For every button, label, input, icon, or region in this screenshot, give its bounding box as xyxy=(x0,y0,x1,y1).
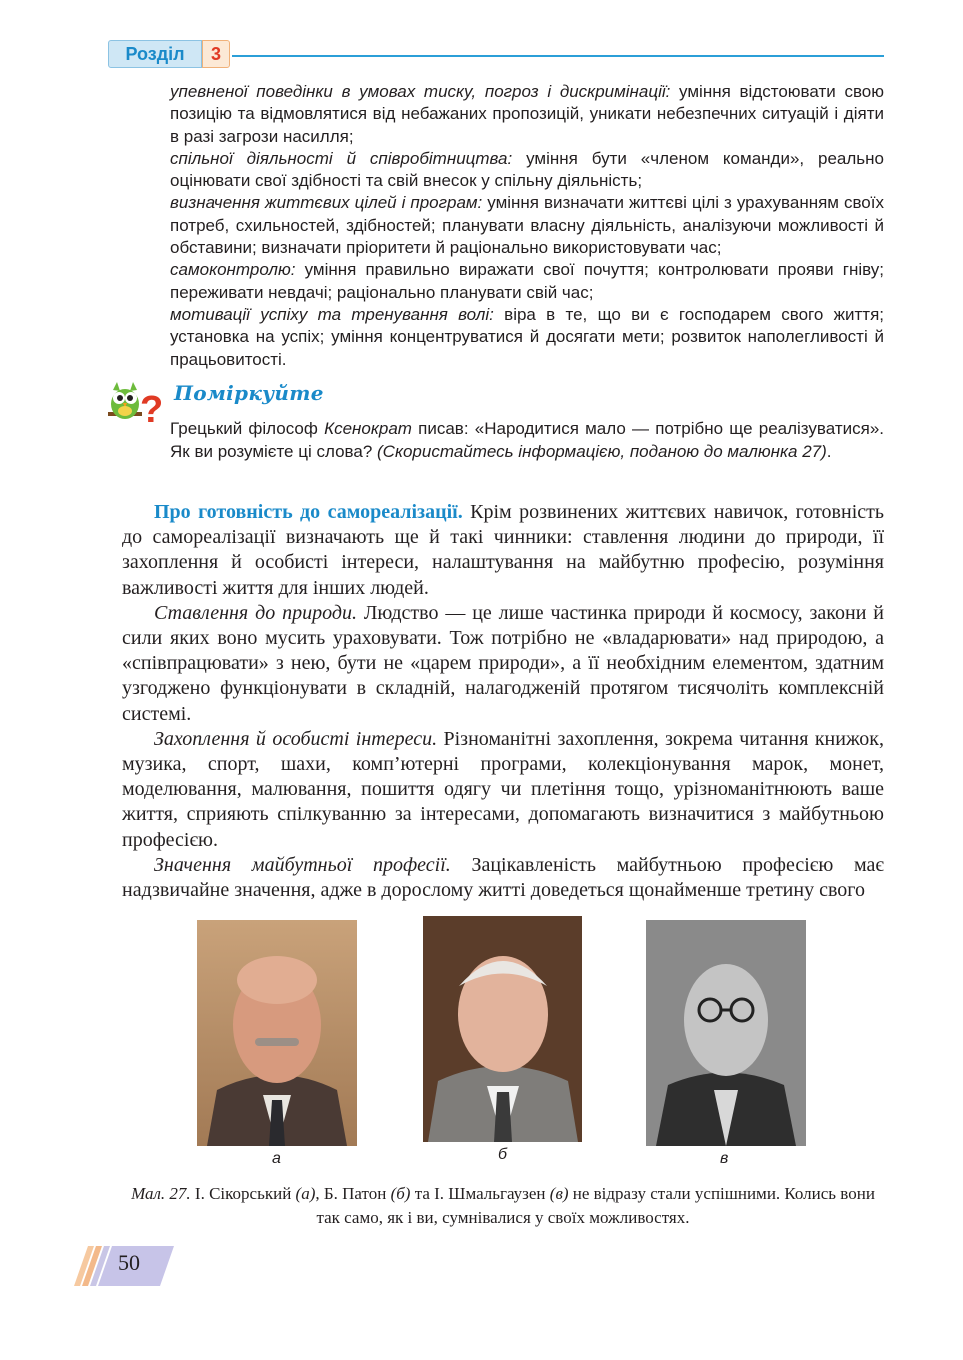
photo-label-b: б xyxy=(498,1146,507,1163)
paragraph-term: Значення майбутньої професії. xyxy=(154,853,451,876)
header-rule xyxy=(232,55,884,57)
list-item-term: спільної діяльності й співробітництва: xyxy=(170,148,513,168)
caption-text: не відразу стали успішними. Колись вони так само, як і ви, сумнівалися у своїх можливостях. xyxy=(316,1184,875,1227)
list-item-term: самоконтролю: xyxy=(170,260,296,280)
philosopher-name: Ксенократ xyxy=(324,419,412,438)
list-item xyxy=(170,81,884,148)
list-item-term: визначення життєвих цілей і програм: xyxy=(170,193,483,213)
figure-caption xyxy=(122,1182,884,1230)
think-text-part: писав: «Народитися мало — потрібно ще реалізуватися». Як ви розумієте ці слова? xyxy=(170,419,884,461)
portrait-photo-b xyxy=(423,916,582,1142)
list-item xyxy=(170,148,884,193)
photo-label-c: в xyxy=(720,1150,729,1167)
caption-text: , Б. Патон xyxy=(315,1184,391,1203)
caption-figure-number: Мал. 27. xyxy=(131,1184,191,1203)
caption-letter: (а) xyxy=(295,1184,316,1203)
think-box-title: Поміркуйте xyxy=(174,381,324,405)
paragraph-text: Людство — це лише частинка природи й космосу, закони й сили яких воно мусить ураховувати. Тож потрібно не «владарювати» над природою, а «співпрацювати» з нею, бути не «царем природи», а її необхідним елементом, здатним узгоджено функціонувати в складній, налагодженій протягом тисячоліть комплексній системі. xyxy=(122,601,884,725)
chapter-number: 3 xyxy=(202,40,230,68)
paragraph-text: Зацікавленість майбутньою професією має надзвичайне значення, адже в дорослому житті доведеться щонайменше третину свого xyxy=(122,853,884,902)
paragraph xyxy=(122,853,884,903)
caption-letter: (в) xyxy=(549,1184,569,1203)
list-item-term: упевненої поведінки в умовах тиску, погроз і дискримінації: xyxy=(170,82,671,101)
chapter-label: Розділ xyxy=(108,40,202,68)
owl-question-icon xyxy=(108,380,164,426)
body-text xyxy=(122,500,884,903)
list-item xyxy=(170,259,884,304)
list-item-text: уміння визначати життєві цілі з урахуванням своїх потреб, схильностей, здібностей; планувати власну діяльність, аналізуючи можливості й обставини; визначати пріоритети й раціонально використовувати час; xyxy=(170,193,884,258)
skills-list xyxy=(170,81,884,371)
paragraph xyxy=(122,727,884,853)
list-item-text: уміння бути «членом команди», реально оцінювати свої здібності та свій внесок у спільну діяльність; xyxy=(170,148,885,191)
photo-label-a: а xyxy=(272,1150,281,1167)
caption-text: та І. Шмальгаузен xyxy=(410,1184,550,1203)
list-item-term: мотивації успіху та тренування волі: xyxy=(170,304,494,324)
paragraph-term: Ставлення до природи. xyxy=(154,601,357,624)
list-item-text: уміння відстоювати свою позицію та відмовлятися від небажаних пропозицій, уникати небезпечних ситуацій і діяти в разі загрози насилля; xyxy=(170,82,884,146)
chapter-tab xyxy=(108,40,230,68)
portrait-photo-c xyxy=(646,920,806,1146)
think-box-text xyxy=(170,418,884,463)
list-item-text: уміння правильно виражати свої почуття; контролювати прояви гніву; переживати невдачі; раціонально планувати свій час; xyxy=(170,260,884,302)
portrait-photo-a xyxy=(197,920,357,1146)
think-hint: (Скористайтесь інформацією, поданою до малюнка 27) xyxy=(377,441,827,461)
paragraph xyxy=(122,500,884,601)
list-item xyxy=(170,304,884,371)
paragraph-text: Різноманітні захоплення, зокрема читання книжок, музика, спорт, шахи, комп’ютерні програми, колекціонування марок, монет, моделювання, малювання, пошиття одягу чи плетіння тощо, урізноманітнюють ваше життя, сприяють спілкуванню за інтересами, допомагають визначитися з майбутньою професією. xyxy=(122,727,885,851)
paragraph xyxy=(122,601,884,727)
page-number: 50 xyxy=(118,1250,140,1275)
think-text-part: Грецький філософ xyxy=(170,419,325,438)
caption-text: І. Сікорський xyxy=(190,1184,296,1203)
paragraph-term: Захоплення й особисті інтереси. xyxy=(154,727,438,750)
paragraph-text: Крім розвинених життєвих навичок, готовність до самореалізації визначають ще й такі чинники: ставлення людини до природи, її захоплення й особисті інтереси, налаштування на майбутню професію, розуміння важливості життя для інших людей. xyxy=(122,501,884,599)
list-item-text: віра в те, що ви є господарем свого життя; установка на успіх; уміння концентруватися й досягати мети; розвиток наполегливості й працьовитості. xyxy=(170,304,884,369)
list-item xyxy=(170,192,884,259)
think-text-part: . xyxy=(826,441,832,461)
section-heading: Про готовність до самореалізації. xyxy=(154,501,463,523)
svg-text:?: ? xyxy=(140,389,164,426)
caption-letter: (б) xyxy=(390,1184,411,1203)
